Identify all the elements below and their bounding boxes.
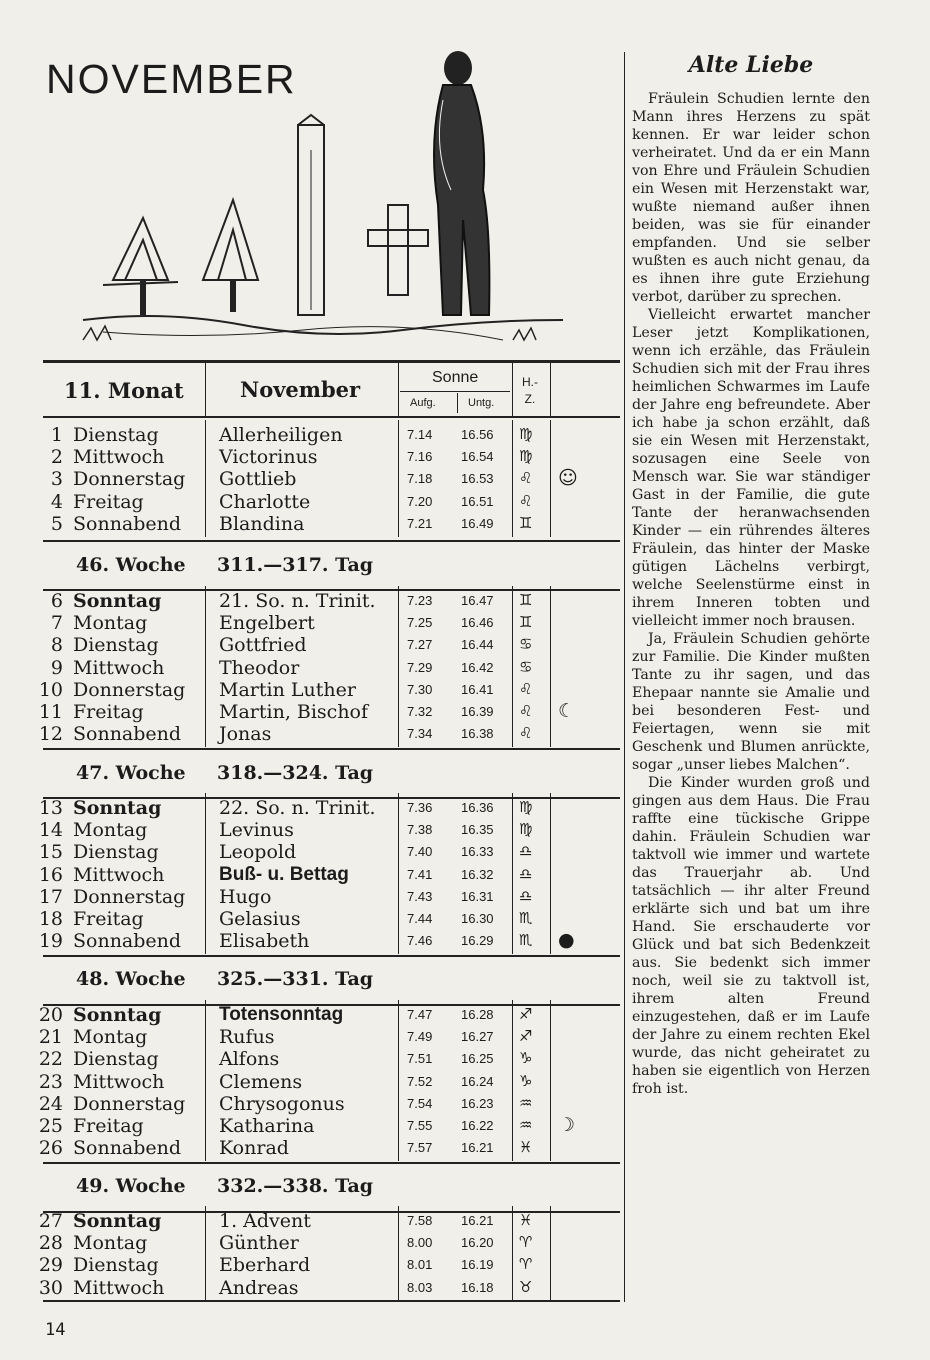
table-row	[0, 841, 620, 863]
weekday: Freitag	[73, 490, 144, 513]
week-separator-rule	[43, 540, 620, 542]
day-number: 29	[38, 1254, 63, 1277]
table-header-rule	[43, 416, 620, 418]
day-number: 18	[38, 908, 63, 930]
sunrise-time: 7.51	[407, 1051, 433, 1067]
header-divider	[550, 363, 551, 416]
name-day: Buß- u. Bettag	[219, 863, 349, 885]
sunrise-time: 7.23	[407, 593, 433, 608]
story-paragraph: Vielleicht erwartet mancher Leser jetzt Komplikationen, wenn ich erzähle, das Fräulein Schudien sich mit der Frau ihres heimlichen Schwarmes im Laufe der Jahre eng befreundete. Aber ich habe ja schon erzählt, daß sie ein Wesen mit Herzenstakt, sozusagen eine Seele von Mensch war. Sie war ständiger Gast in der Familie, die gute Tante der heranwachsenden Kinder — ein rührendes älteres Fräulein, das hinter der Maske gütigen Lächelns verbirgt, welche Seelenstürme einst in ihrem Inneren tobten und vielleicht immer noch brausen.	[632, 307, 870, 629]
week-day-range: 332.—338. Tag	[217, 1175, 374, 1197]
name-day: Leopold	[219, 841, 297, 864]
page-number: 14	[45, 1320, 66, 1340]
day-number: 15	[38, 841, 63, 864]
table-row	[0, 797, 620, 819]
day-number: 20	[38, 1004, 63, 1026]
name-day: Martin, Bischof	[219, 701, 369, 723]
sunset-time: 16.21	[461, 1213, 494, 1228]
moon-phase-icon: ☾	[558, 700, 576, 722]
zodiac-sign-icon: ♎	[519, 886, 533, 905]
sunset-time: 16.24	[461, 1073, 494, 1089]
table-row	[0, 1232, 620, 1254]
zodiac-sign-icon: ♏	[519, 931, 533, 950]
month-title: NOVEMBER	[46, 56, 297, 102]
sunset-time: 16.32	[461, 866, 494, 882]
story-paragraph: Ja, Fräulein Schudien gehörte zur Familie. Die Kinder mußten Tante zu ihr sagen, und das Ehepaar nannte sie Amalie und bei besonderen Fest- und Feiertagen, wenn sie mit Geschenk und Blumen anrückte, sogar „unser liebes Malchen“.	[632, 631, 870, 773]
weekday: Dienstag	[73, 1048, 159, 1071]
month-number-header: 11. Monat	[64, 378, 184, 403]
name-day: 22. So. n. Trinit.	[219, 797, 376, 819]
weekday: Montag	[73, 819, 148, 842]
sunset-time: 16.42	[461, 659, 494, 675]
sunset-time: 16.51	[461, 493, 494, 509]
zodiac-sign-icon: ♐	[519, 1005, 533, 1023]
sunrise-time: 7.43	[407, 888, 433, 904]
weekday: Donnerstag	[73, 678, 186, 701]
table-row	[0, 491, 620, 513]
table-row	[0, 1093, 620, 1115]
sunrise-header: Aufg.	[410, 397, 436, 409]
zodiac-sign-icon: ♓	[519, 1211, 533, 1229]
day-number: 3	[50, 468, 63, 491]
weekday: Freitag	[73, 1115, 144, 1137]
sunrise-time: 7.32	[407, 704, 433, 719]
name-day: Martin Luther	[219, 678, 356, 701]
moon-phase-icon: ☺	[558, 467, 578, 490]
zodiac-sign-icon: ♏	[519, 909, 533, 927]
weekday: Sonntag	[73, 590, 162, 612]
day-number: 22	[38, 1048, 63, 1071]
zodiac-sign-icon: ♌	[519, 469, 533, 488]
sunrise-time: 7.58	[407, 1213, 433, 1228]
day-number: 10	[38, 678, 63, 701]
weekday: Sonnabend	[73, 512, 182, 535]
zodiac-sign-icon: ♊	[519, 513, 533, 532]
weekday: Freitag	[73, 908, 144, 930]
week-separator-rule	[43, 1162, 620, 1164]
sunset-time: 16.36	[461, 800, 494, 815]
name-day: 21. So. n. Trinit.	[219, 590, 376, 612]
sunrise-time: 7.47	[407, 1007, 433, 1022]
table-row	[0, 1210, 620, 1232]
sunset-time: 16.25	[461, 1051, 494, 1067]
day-number: 14	[38, 819, 63, 842]
day-number: 8	[50, 634, 63, 657]
day-number: 21	[38, 1026, 63, 1049]
header-divider	[205, 363, 206, 416]
name-day: Gottlieb	[219, 468, 297, 491]
sunset-time: 16.30	[461, 911, 494, 926]
day-number: 13	[38, 797, 63, 819]
weekday: Dienstag	[73, 634, 159, 657]
weekday: Donnerstag	[73, 1092, 186, 1115]
day-number: 26	[38, 1137, 63, 1160]
table-row	[0, 1004, 620, 1026]
week-separator-rule	[43, 748, 620, 750]
header-divider	[512, 363, 513, 416]
sunrise-time: 7.57	[407, 1140, 433, 1156]
day-number: 30	[38, 1276, 63, 1299]
sunset-time: 16.44	[461, 637, 494, 653]
weekday: Donnerstag	[73, 885, 186, 908]
sunset-time: 16.53	[461, 471, 494, 487]
sunrise-time: 7.41	[407, 866, 433, 882]
sunset-time: 16.41	[461, 681, 494, 697]
weekday: Dienstag	[73, 1254, 159, 1277]
day-number: 11	[38, 701, 63, 723]
name-day: Theodor	[219, 656, 300, 679]
weekday: Dienstag	[73, 841, 159, 864]
zodiac-sign-icon: ♈	[519, 1233, 533, 1252]
name-day: Totensonntag	[219, 1004, 344, 1025]
table-top-rule	[43, 360, 620, 363]
table-row	[0, 1026, 620, 1048]
name-day: Konrad	[219, 1137, 289, 1160]
week-number: 47. Woche	[76, 762, 186, 784]
table-row	[0, 634, 620, 656]
table-row	[0, 513, 620, 535]
zodiac-sign-icon: ♋	[519, 657, 533, 676]
zodiac-sign-icon: ♊	[519, 613, 533, 632]
zodiac-sign-icon: ♍	[519, 798, 533, 816]
name-day: Alfons	[219, 1048, 280, 1071]
day-number: 2	[50, 446, 63, 469]
cemetery-illustration	[43, 40, 620, 360]
week-number: 46. Woche	[76, 554, 186, 576]
story-title: Alte Liebe	[688, 52, 814, 78]
sunset-header: Untg.	[468, 397, 495, 409]
table-row	[0, 468, 620, 490]
sunrise-time: 7.52	[407, 1073, 433, 1089]
name-day: Charlotte	[219, 490, 311, 513]
sunrise-time: 7.29	[407, 659, 433, 675]
zodiac-sign-icon: ♎	[519, 842, 533, 861]
weekday: Mittwoch	[73, 446, 165, 469]
zodiac-sign-icon: ♑	[519, 1049, 533, 1068]
weekday: Mittwoch	[73, 863, 165, 886]
table-row	[0, 819, 620, 841]
sunrise-time: 7.54	[407, 1095, 433, 1111]
table-row	[0, 1254, 620, 1276]
name-day: 1. Advent	[219, 1210, 311, 1232]
weekday: Montag	[73, 612, 148, 635]
sunrise-time: 7.25	[407, 615, 433, 631]
weekday: Donnerstag	[73, 468, 186, 491]
sunrise-time: 7.18	[407, 471, 433, 487]
sunset-time: 16.49	[461, 515, 494, 531]
sunrise-time: 7.14	[407, 427, 433, 442]
sunrise-time: 7.30	[407, 681, 433, 697]
week-day-range: 318.—324. Tag	[217, 762, 374, 784]
sunset-time: 16.19	[461, 1257, 494, 1273]
sunrise-time: 7.21	[407, 515, 433, 531]
weekday: Sonntag	[73, 1004, 162, 1026]
table-row	[0, 886, 620, 908]
header-divider	[398, 363, 399, 416]
zodiac-sign-icon: ♒	[519, 1093, 533, 1112]
zodiac-sign-icon: ♓	[519, 1138, 533, 1157]
moon-phase-icon: ●	[558, 929, 575, 952]
table-row	[0, 908, 620, 930]
zodiac-sign-icon: ♍	[519, 820, 533, 839]
day-number: 16	[38, 863, 63, 886]
sunset-time: 16.29	[461, 933, 494, 949]
zodiac-sign-icon: ♍	[519, 425, 533, 443]
name-day: Gottfried	[219, 634, 307, 657]
day-number: 28	[38, 1232, 63, 1255]
table-row	[0, 1115, 620, 1137]
weekday: Mittwoch	[73, 656, 165, 679]
zodiac-sign-icon: ♌	[519, 679, 533, 698]
sun-subheader-rule	[400, 391, 510, 392]
zodiac-sign-icon: ♒	[519, 1116, 533, 1134]
day-number: 25	[38, 1115, 63, 1137]
sunrise-time: 7.16	[407, 449, 433, 465]
zodiac-sign-icon: ♎	[519, 864, 533, 883]
weekday: Montag	[73, 1232, 148, 1255]
story-text	[632, 90, 870, 1098]
zodiac-sign-icon: ♍	[519, 447, 533, 466]
name-day: Elisabeth	[219, 930, 310, 953]
week-day-range: 325.—331. Tag	[217, 968, 374, 990]
sunrise-time: 8.00	[407, 1235, 433, 1251]
zodiac-sign-icon: ♊	[519, 591, 533, 609]
table-row	[0, 590, 620, 612]
day-number: 1	[50, 424, 63, 446]
sunset-time: 16.22	[461, 1118, 494, 1133]
sunrise-time: 7.38	[407, 822, 433, 838]
day-number: 9	[50, 656, 63, 679]
day-number: 19	[38, 930, 63, 953]
day-number: 6	[50, 590, 63, 612]
zodiac-sign-icon: ♌	[519, 491, 533, 510]
name-day: Victorinus	[219, 446, 318, 469]
week-number: 49. Woche	[76, 1175, 186, 1197]
sunset-time: 16.23	[461, 1095, 494, 1111]
weekday: Sonntag	[73, 1210, 162, 1232]
moon-phase-icon: ☽	[558, 1114, 576, 1136]
sunset-time: 16.27	[461, 1029, 494, 1045]
zodiac-sign-icon: ♌	[519, 702, 533, 720]
sunrise-time: 7.20	[407, 493, 433, 509]
zodiac-sign-icon: ♉	[519, 1277, 533, 1296]
sunrise-time: 8.03	[407, 1279, 433, 1295]
table-row	[0, 701, 620, 723]
table-row	[0, 446, 620, 468]
day-number: 7	[50, 612, 63, 635]
week-day-range: 311.—317. Tag	[217, 554, 374, 576]
table-row	[0, 1277, 620, 1299]
sunrise-time: 8.01	[407, 1257, 433, 1273]
name-day: Rufus	[219, 1026, 275, 1049]
sunset-time: 16.31	[461, 888, 494, 904]
weekday: Mittwoch	[73, 1070, 165, 1093]
zodiac-header: H.- Z.	[522, 375, 538, 406]
table-row	[0, 424, 620, 446]
name-day: Engelbert	[219, 612, 315, 635]
weekday: Dienstag	[73, 424, 159, 446]
zodiac-sign-icon: ♈	[519, 1255, 533, 1274]
name-day: Günther	[219, 1232, 299, 1255]
weekday: Mittwoch	[73, 1276, 165, 1299]
sunset-time: 16.38	[461, 726, 494, 742]
table-row	[0, 864, 620, 886]
name-day: Clemens	[219, 1070, 303, 1093]
day-number: 17	[38, 885, 63, 908]
column-separator	[624, 52, 625, 1302]
sunrise-time: 7.34	[407, 726, 433, 742]
sunset-time: 16.54	[461, 449, 494, 465]
sunrise-time: 7.40	[407, 844, 433, 860]
sunrise-time: 7.49	[407, 1029, 433, 1045]
sunset-time: 16.28	[461, 1007, 494, 1022]
story-paragraph: Fräulein Schudien lernte den Mann ihres Herzens zu spät kennen. Er war leider schon verheiratet. Und da er ein Mann von Ehre und Fräulein Schudien ein Wesen mit Herzenstakt war, wußte niemand außer ihnen beiden, was sie für einander empfanden. Und sie selber wußten es auch nicht genau, da es ihnen ihre gute Erziehung verbot, darüber zu sprechen.	[632, 91, 870, 305]
table-row	[0, 723, 620, 745]
name-day: Katharina	[219, 1115, 315, 1137]
name-day: Andreas	[219, 1276, 299, 1299]
sunrise-time: 7.27	[407, 637, 433, 653]
sunset-time: 16.39	[461, 704, 494, 719]
name-day: Eberhard	[219, 1254, 311, 1277]
sunset-time: 16.20	[461, 1235, 494, 1251]
table-row	[0, 657, 620, 679]
zodiac-sign-icon: ♐	[519, 1027, 533, 1046]
sun-subheader-divider	[457, 393, 458, 413]
day-number: 4	[50, 490, 63, 513]
table-row	[0, 1071, 620, 1093]
day-number: 5	[50, 512, 63, 535]
sunset-time: 16.21	[461, 1140, 494, 1156]
week-number: 48. Woche	[76, 968, 186, 990]
name-day: Blandina	[219, 512, 305, 535]
day-number: 12	[38, 723, 63, 746]
name-day: Gelasius	[219, 908, 301, 930]
zodiac-sign-icon: ♋	[519, 635, 533, 654]
sunrise-time: 7.46	[407, 933, 433, 949]
day-number: 23	[38, 1070, 63, 1093]
name-day: Levinus	[219, 819, 294, 842]
sunset-time: 16.33	[461, 844, 494, 860]
story-column	[632, 52, 870, 1098]
weekday: Freitag	[73, 701, 144, 723]
story-paragraph: Die Kinder wurden groß und gingen aus dem Haus. Die Frau raffte eine tückische Grippe dahin. Fräulein Schudien war taktvoll wie immer und wartete das Trauerjahr ab. Und tatsächlich — ihr alter Freund erklärte sich und bat um ihre Hand. Sie erschauderte vor Glück und bat sich Bedenkzeit aus. Sie bedenkt sich immer noch, weil sie zu taktvoll ist, ihrem alten Freund einzugestehen, daß er im Laufe der Jahre zu einem rechten Ekel wurde, das nicht geheiratet zu haben sie eigentlich von Herzen froh ist.	[632, 775, 870, 1097]
sunset-time: 16.46	[461, 615, 494, 631]
sunrise-time: 7.55	[407, 1118, 433, 1133]
weekday: Sonntag	[73, 797, 162, 819]
weekday: Montag	[73, 1026, 148, 1049]
sunrise-time: 7.36	[407, 800, 433, 815]
table-row	[0, 1048, 620, 1070]
table-bottom-rule	[43, 1300, 620, 1302]
table-row	[0, 1137, 620, 1159]
sunset-time: 16.18	[461, 1279, 494, 1295]
name-day: Jonas	[219, 723, 272, 746]
week-separator-rule	[43, 955, 620, 957]
sunset-time: 16.47	[461, 593, 494, 608]
month-name-header: November	[240, 377, 361, 402]
weekday: Sonnabend	[73, 723, 182, 746]
sunset-time: 16.56	[461, 427, 494, 442]
weekday: Sonnabend	[73, 1137, 182, 1160]
name-day: Chrysogonus	[219, 1092, 345, 1115]
weekday: Sonnabend	[73, 930, 182, 953]
table-row	[0, 679, 620, 701]
zodiac-sign-icon: ♌	[519, 724, 533, 743]
sun-header: Sonne	[432, 369, 479, 386]
table-row	[0, 612, 620, 634]
day-number: 27	[38, 1210, 63, 1232]
table-row	[0, 930, 620, 952]
day-number: 24	[38, 1092, 63, 1115]
zodiac-sign-icon: ♑	[519, 1071, 533, 1090]
sunset-time: 16.35	[461, 822, 494, 838]
name-day: Hugo	[219, 885, 272, 908]
name-day: Allerheiligen	[219, 424, 343, 446]
sunrise-time: 7.44	[407, 911, 433, 926]
